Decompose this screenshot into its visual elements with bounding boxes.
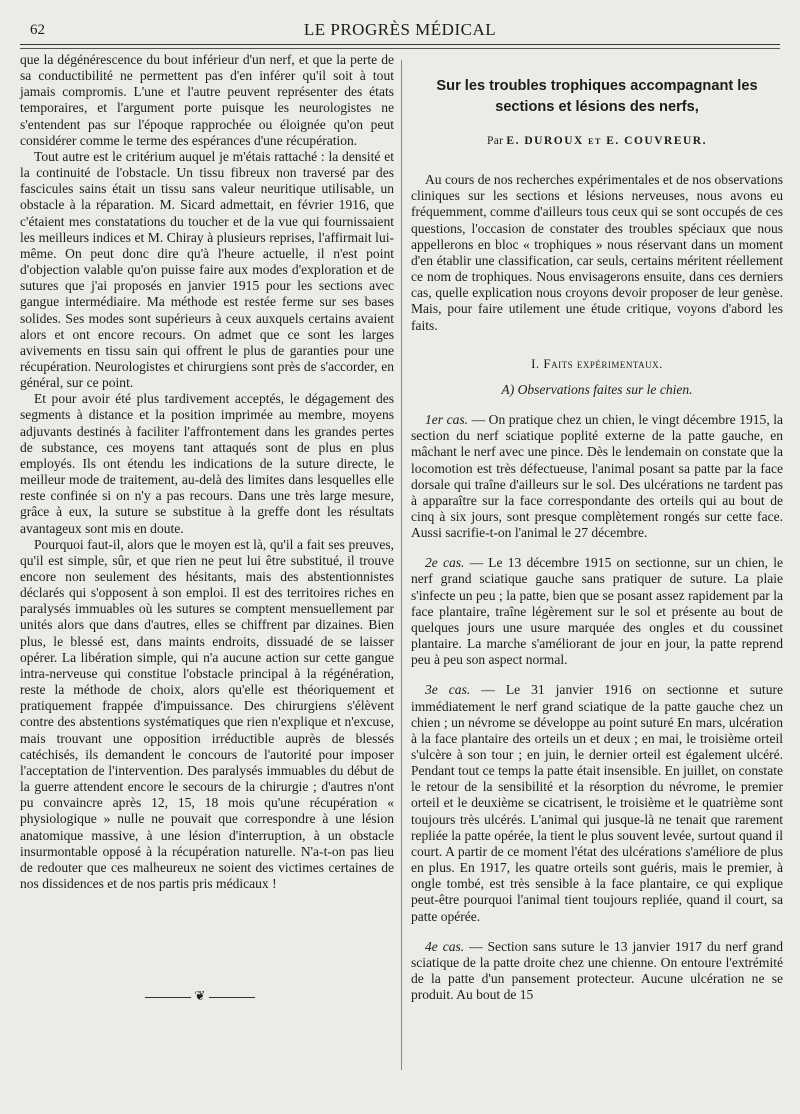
case-text: — Le 31 janvier 1916 on sectionne et suture immédiatement le nerf grand sciatique de la patte gauche chez un chien ; un névrome se développe au point suturé En mars, ulcération à la face plantaire des orteils un et deux ; en mai, le troisième orteil s'ulcère à son tour ; en juin, le dernier orteil est également ulcéré. Pendant tout ce temps la patte était insensible. En juillet, on constate le retour de la sensibilité et la résorption du névrome, le premier orteil et le deuxième se cicatrisent, le troisième et le quatrième sont toujours très ulcérés. L'animal qui jusque-là ne tenait que rarement repliée la patte opérée, la tient le plus souvent levée, surtout quand il court. A partir de ce moment l'état des ulcérations s'améliore de plus en plus. En 1917, les quatre orteils sont guéris, mais le premier, à ongle tombé, est très sensible à la face plantaire, ce qui explique peut-être pourquoi l'animal tient toujours repliée, quand il court, sa patte opérée. xyxy=(411,682,783,924)
article-title: Sur les troubles trophiques accompagnant les sections et lésions des nerfs, xyxy=(436,78,758,115)
case-text: — Section sans suture le 13 janvier 1917 du nerf grand sciatique de la patte droite chez une chienne. On entoure l'extrémité de la patte d'un pansement protecteur. Aucune ulcération ne se produit. Au bout de 15 xyxy=(411,938,783,1003)
ornament-glyph-icon: ❦ xyxy=(194,988,206,1003)
case-paragraph xyxy=(411,555,783,668)
article-authors xyxy=(411,133,783,149)
header-rule-thin xyxy=(20,48,780,49)
case-text: — On pratique chez un chien, le vingt décembre 1915, la section du nerf sciatique poplité externe de la patte gauche, en mâchant le nerf avec une pince. Dès le lendemain on constate que la locomotion est très défectueuse, l'animal posant sa patte par la face dorsale qui traîne d'ailleurs sur le sol. Des ulcérations ne tardent pas à apparaître sur la face correspondante des orteils qui au bout de cinq à six jours, sont presque complètement rongés sur cette face. Aussi sacrifie-t-on l'animal le 27 décembre. xyxy=(411,412,784,541)
paragraph: que la dégénérescence du bout inférieur d'un nerf, et que la perte de sa conductibilité ne permettent pas d'en inférer qu'il soit à tout jamais compromis. L'une et l'autre peuvent représenter des états temporaires, et l'argument porte puisque les neurologistes ne s'entendent pas sur l'époque rapprochée ou éloignée qu'on peut considérer comme le terme des espérances d'une récupération. xyxy=(20,52,394,148)
intro-paragraph: Au cours de nos recherches expérimentales et de nos observations cliniques sur les sections et lésions nerveuses, nous avons eu fréquemment, comme d'ailleurs tous ceux qui se sont occupés de ces questions, l'occasion de constater des troubles spéciaux que nous appellerons en bloc « trophiques » nous réservant dans un moment d'en établir une classification, car seuls, certains méritent réellement ce nom de trophiques. Nous envisagerons ensuite, dans ces derniers cas, quelle explication nous croyons devoir proposer de leur genèse. Mais, pour faire utilement une étude critique, voyons d'abord les faits. xyxy=(411,172,783,333)
case-paragraph xyxy=(411,939,783,1004)
case-label: 1er cas. xyxy=(425,412,469,428)
ornament-line xyxy=(209,997,255,998)
case-label: 2e cas. xyxy=(425,555,465,571)
journal-title: LE PROGRÈS MÉDICAL xyxy=(303,20,497,39)
case-label: 4e cas. xyxy=(425,938,465,954)
case-label: 3e cas. xyxy=(425,682,471,698)
paragraph: Et pour avoir été plus tardivement acceptés, le dégagement des segments à distance et la position imprimée au membre, moyens adjuvants destinés à faciliter l'affrontement dans les grandes pertes de substance, ces moyens tant attaqués sont de plus en plus employés. Ils ont étendu les indications de la suture directe, le meilleur mode de traitement, au-delà des limites dans lesquelles elle reste confinée si on n'y a pas recours. Dans une très large mesure, grâce à eux, la suture se substitue à la greffe dont les résultats avantageux sont mis en doute. xyxy=(20,391,394,536)
ornament-divider xyxy=(120,988,280,1004)
authors-names: E. DUROUX et E. COUVREUR. xyxy=(506,135,707,147)
header-rule xyxy=(20,44,780,45)
column-divider xyxy=(401,60,402,1070)
case-paragraph xyxy=(411,412,783,541)
authors-prefix: Par xyxy=(487,135,504,147)
paragraph: Pourquoi faut-il, alors que le moyen est là, qu'il a fait ses preuves, qu'il est simple, sûr, et que rien ne peut lui être substitué, il trouve encore non seulement des hésitants, mais des abstentionnistes déclarés qui s'opposent à son emploi. Il est des territoires riches en paralysés immuables où les sutures se comptent mensuellement par unités alors que dans d'autres, elles se chiffrent par dizaines. Bien plus, le blessé est, dans maints endroits, dissuadé de se laisser opérer. La libération simple, qui n'a aucune action sur cette gangue intra-nerveuse qui constitue l'obstacle principal à la régénération, reste la méthode de choix, alors qu'elle est théoriquement et pratiquement frappée d'impuissance. Des chirurgiens s'élèvent contre des abstentions systématiques que rien n'explique et n'excuse, mais trouvant une opposition irréductible auprès de blessés catéchisés, ils demandent le concours de l'autorité pour imposer l'acceptation de l'intervention. Des paralysés immuables du début de la guerre attendent encore le secours de la chirurgie ; d'autres n'ont pu convaincre après 12, 15, 18 mois qu'une récupération « physiologique » nulle ne pouvait que correspondre à une lésion anatomique massive, à une lésion d'interruption, à un obstacle insurmontable opposé à la récupération naturelle. N'a-t-on pas lieu de redouter que ces malheureux ne soient des victimes certaines de nos dissidences et de nos partis pris médicaux ! xyxy=(20,536,394,891)
sub-heading xyxy=(411,382,783,398)
ornament-line xyxy=(145,997,191,998)
case-text: — Le 13 décembre 1915 on sectionne, sur un chien, le nerf grand sciatique gauche sans pratiquer de suture. La plaie s'infecte un peu ; la patte, bien que se posant assez rapidement par la face plantaire, traîne légèrement sur le sol et présente au bout de quelques jours une usure marquée des ongles et du coussinet plantaire. La marche s'améliorant de jour en jour, la patte reprend peu à peu son aspect normal. xyxy=(411,555,784,668)
page-number: 62 xyxy=(30,22,45,38)
section-heading: I. Faits expérimentaux. xyxy=(531,355,663,371)
right-column xyxy=(411,52,783,1003)
sub-heading-text: A) Observations faites sur le chien. xyxy=(501,381,693,397)
left-column xyxy=(20,52,394,892)
case-paragraph xyxy=(411,682,783,924)
paragraph: Tout autre est le critérium auquel je m'étais rattaché : la densité et la continuité de l'obstacle. Un tissu fibreux non traversé par des fascicules sains était un tissu sans valeur neuritique utilisable, un obstacle à la réparation. M. Sicard admettait, en février 1916, que c'étaient mes constatations du toucher et de la vue qui fournissaient les meilleurs indices et M. Chiray à plusieurs reprises, l'affirmait lui-même. On peut donc dire qu'à l'heure actuelle, il n'est point d'objection valable qu'on puisse faire aux modes d'exploration et de sutures que j'ai proposés en janvier 1915 pour les sections avec gangue intermédiaire. Ma méthode est restée ferme sur ses bases solides. Ses modes sont supérieurs à ceux auxquels certains avaient alors et ont encore recours. On admet que ce sont les larges avivements en tissu sain qui offrent le plus de garanties pour une récupération. Neurologistes et chirurgiens sont près de s'accorder, en général, sur ce point. xyxy=(20,148,394,391)
